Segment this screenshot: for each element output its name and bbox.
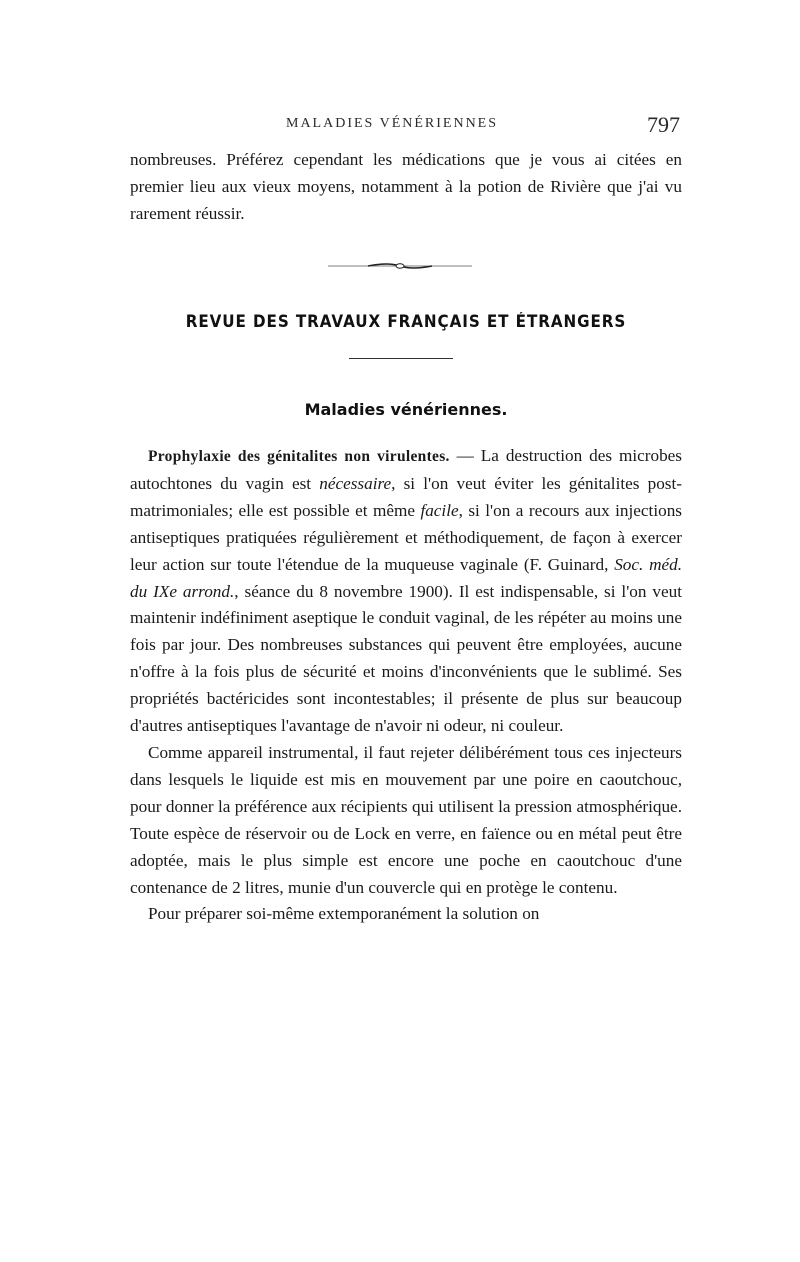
article-body xyxy=(130,443,682,928)
section-subtitle: Maladies vénériennes. xyxy=(304,400,508,419)
p1-emphasis-facile: facile xyxy=(420,500,459,520)
running-head xyxy=(130,112,680,138)
page-number: 797 xyxy=(647,112,680,137)
p1-citation: Soc. méd. du IXe arrond. xyxy=(130,554,682,601)
section-title: REVUE DES TRAVAUX FRANÇAIS ET ÉTRANGERS xyxy=(185,312,627,331)
opening-paragraph-block xyxy=(130,147,682,228)
opening-paragraph: nombreuses. Préférez cependant les médications que je vous ai citées en premier lieu aux vieux moyens, notamment à la potion de Rivière que j'ai vu rarement réussir. xyxy=(130,150,682,223)
article-paragraph-2: Comme appareil instrumental, il faut rejeter délibérément tous ces injecteurs dans lesquels le liquide est mis en mouvement par une poire en caoutchouc, pour donner la préférence aux récipients qui utilisent la pression atmosphérique. Toute espèce de réservoir ou de Lock en verre, en faïence ou en métal peut être adoptée, mais le plus simple est encore une poche en caoutchouc d'une contenance de 2 litres, munie d'un couvercle qui en protège le contenu. xyxy=(130,742,682,897)
article-lead-title: Prophylaxie des génitalites non virulentes. xyxy=(148,448,450,465)
ornament-divider-icon xyxy=(328,262,472,270)
p1-emphasis-necessaire: nécessaire xyxy=(319,473,392,493)
article-paragraph-1 xyxy=(130,443,682,740)
p1-segment-g: , séance du 8 novembre 1900). Il est indispensable, si l'on veut maintenir indéfiniment aseptique le conduit vaginal, de les répéter au moins une fois par jour. Des nombreuses substances qui peuvent être employées, aucune n'offre à la fois plus de sécurité et moins d'inconvénients que le sublimé. Ses propriétés bactéricides sont incontestables; il présente de plus sur beaucoup d'autres antiseptiques l'avantage de n'avoir ni odeur, ni couleur. xyxy=(130,581,682,736)
p1-segment-c: , si l'on veut éviter les génitalites post-matrimoniales; elle est possible et même xyxy=(130,473,682,520)
article-paragraph-3: Pour préparer soi-même extemporanément la solution on xyxy=(148,904,540,924)
p1-segment-a: — La destruction des microbes autochtones du vagin est xyxy=(130,446,682,493)
running-head-title: MALADIES VÉNÉRIENNES xyxy=(286,116,499,131)
title-rule xyxy=(349,358,453,359)
p1-segment-e: , si l'on a recours aux injections antiseptiques pratiquées régulièrement et méthodiquement, de façon à exercer leur action sur toute l'étendue de la muqueuse vaginale (F. Guinard, xyxy=(130,500,682,574)
